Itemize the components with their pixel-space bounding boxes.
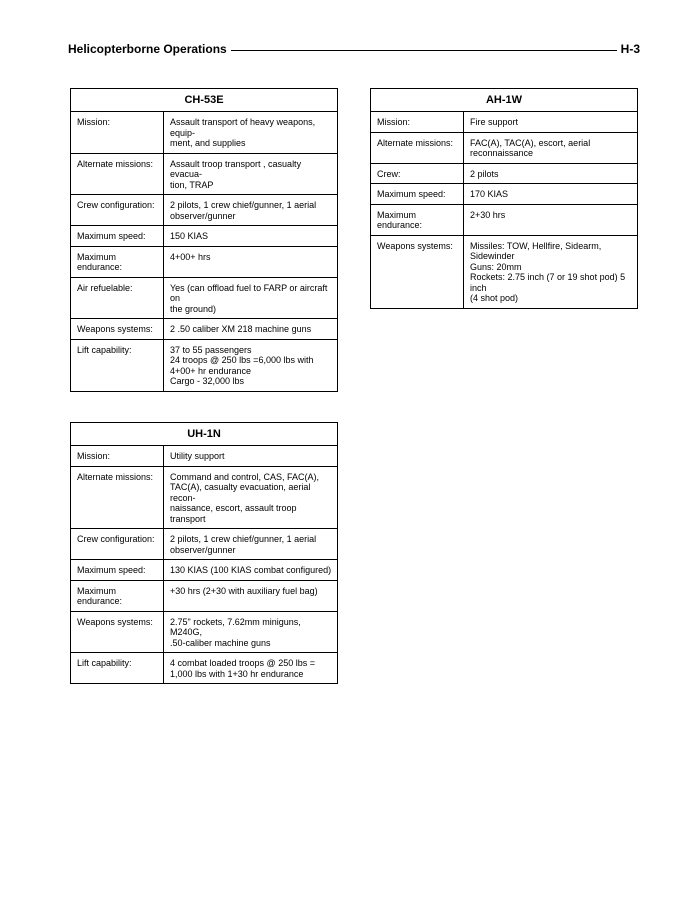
row-value: 130 KIAS (100 KIAS combat configured) (164, 560, 338, 581)
row-label: Mission: (71, 446, 164, 467)
uh1n-spec-table (70, 422, 338, 684)
row-label: Alternate missions: (71, 466, 164, 529)
row-value: 4+00+ hrs (164, 246, 338, 277)
row-value: 37 to 55 passengers 24 troops @ 250 lbs =6,000 lbs with 4+00+ hr endurance Cargo - 32,000 lbs (164, 339, 338, 391)
table-row (71, 319, 338, 340)
row-value: Missiles: TOW, Hellfire, Sidearm, Sidewinder Guns: 20mm Rockets: 2.75 inch (7 or 19 shot pod) 5 inch (4 shot pod) (464, 235, 638, 308)
table-row (71, 339, 338, 391)
row-label: Alternate missions: (371, 132, 464, 163)
row-label: Crew configuration: (71, 195, 164, 226)
row-label: Lift capability: (71, 339, 164, 391)
table-row (71, 529, 338, 560)
row-value: Assault troop transport , casualty evacua- tion, TRAP (164, 153, 338, 195)
row-value: +30 hrs (2+30 with auxiliary fuel bag) (164, 580, 338, 611)
row-value: 2.75" rockets, 7.62mm miniguns, M240G, .50-caliber machine guns (164, 611, 338, 653)
row-value: Fire support (464, 112, 638, 133)
table-row (71, 560, 338, 581)
row-value: 2 pilots (464, 163, 638, 184)
table-row (71, 653, 338, 684)
row-label: Lift capability: (71, 653, 164, 684)
table-row (71, 246, 338, 277)
row-label: Weapons systems: (71, 611, 164, 653)
uh1n-rows (71, 446, 338, 684)
table-row (71, 611, 338, 653)
row-label: Maximum speed: (71, 560, 164, 581)
ch53e-rows (71, 112, 338, 392)
row-value: Assault transport of heavy weapons, equip- ment, and supplies (164, 112, 338, 154)
row-value: 4 combat loaded troops @ 250 lbs = 1,000 lbs with 1+30 hr endurance (164, 653, 338, 684)
row-label: Maximum speed: (71, 226, 164, 247)
row-label: Air refuelable: (71, 277, 164, 319)
table-row (71, 466, 338, 529)
row-value: 170 KIAS (464, 184, 638, 205)
row-value: 2+30 hrs (464, 204, 638, 235)
row-label: Mission: (71, 112, 164, 154)
row-label: Maximum endurance: (371, 204, 464, 235)
table-row (371, 184, 638, 205)
ah1w-rows (371, 112, 638, 309)
table-row (371, 112, 638, 133)
row-value: 2 pilots, 1 crew chief/gunner, 1 aerial observer/gunner (164, 529, 338, 560)
header-title: Helicopterborne Operations (68, 42, 231, 56)
uh1n-title: UH-1N (71, 423, 338, 446)
page-number: H-3 (617, 42, 640, 56)
row-value: 2 .50 caliber XM 218 machine guns (164, 319, 338, 340)
row-value: FAC(A), TAC(A), escort, aerial reconnaissance (464, 132, 638, 163)
row-value: Yes (can offload fuel to FARP or aircraft on the ground) (164, 277, 338, 319)
ah1w-spec-table (370, 88, 638, 309)
table-row (371, 204, 638, 235)
ch53e-title: CH-53E (71, 89, 338, 112)
table-row (71, 580, 338, 611)
row-label: Crew: (371, 163, 464, 184)
row-label: Maximum speed: (371, 184, 464, 205)
ah1w-title: AH-1W (371, 89, 638, 112)
table-row (71, 195, 338, 226)
row-value: Command and control, CAS, FAC(A), TAC(A), casualty evacuation, aerial recon- naissance, escort, assault troop transport (164, 466, 338, 529)
row-label: Weapons systems: (71, 319, 164, 340)
table-row (71, 446, 338, 467)
table-row (71, 226, 338, 247)
table-row (71, 153, 338, 195)
row-label: Mission: (371, 112, 464, 133)
row-label: Maximum endurance: (71, 580, 164, 611)
table-row (71, 277, 338, 319)
row-label: Crew configuration: (71, 529, 164, 560)
table-row (371, 235, 638, 308)
row-value: 150 KIAS (164, 226, 338, 247)
row-label: Maximum endurance: (71, 246, 164, 277)
row-label: Alternate missions: (71, 153, 164, 195)
table-row (371, 132, 638, 163)
row-label: Weapons systems: (371, 235, 464, 308)
page-header (68, 42, 640, 58)
row-value: 2 pilots, 1 crew chief/gunner, 1 aerial observer/gunner (164, 195, 338, 226)
table-row (371, 163, 638, 184)
table-row (71, 112, 338, 154)
ch53e-spec-table (70, 88, 338, 392)
row-value: Utility support (164, 446, 338, 467)
